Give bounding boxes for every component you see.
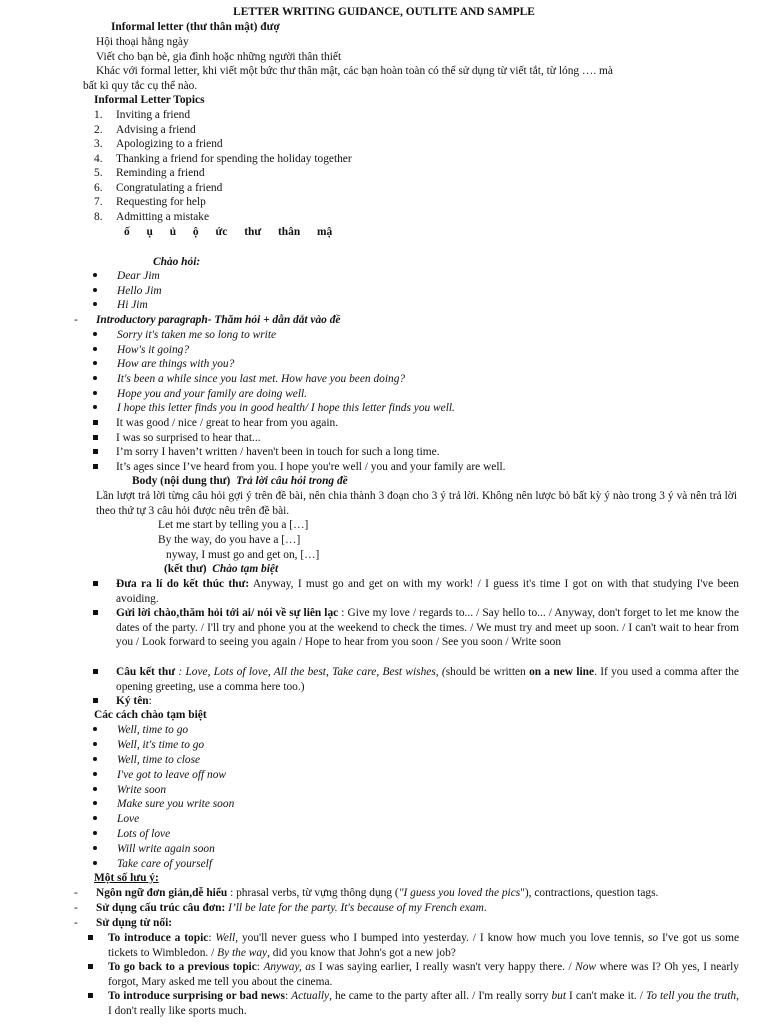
intro-phrase-text: It’s ages since I’ve heard from you. I hope you're well / you and your family are well. xyxy=(116,461,506,473)
closing-item-bold: on a new line xyxy=(529,666,595,678)
intro-line: Khác với formal letter, khi viết một bức thư thân mật, các bạn hoàn toàn có thể sử dụng từ viết tắt, từ lóng …. mà xyxy=(96,65,613,77)
closing-item-label: Gửi lời chào,thăm hỏi tới ai/ nói về sự liên lạc xyxy=(116,607,339,619)
connector-text: Well xyxy=(215,932,236,944)
note-label: Ngôn ngữ đơn giản,dễ hiểu xyxy=(96,887,228,899)
connector-text: Now xyxy=(575,961,596,973)
connector-text: To tell you the truth xyxy=(645,990,737,1002)
dash-bullet: - xyxy=(74,902,78,914)
intro-line: Hội thoại hằng ngày xyxy=(96,36,189,48)
connector-text: I was saying earlier, I really wasn't very happy there. / xyxy=(315,961,576,973)
closing-item xyxy=(116,694,152,709)
body-phrase: Let me start by telling you a […] xyxy=(158,519,309,531)
intro-phrase-text: Sorry it's taken me so long to write xyxy=(117,329,277,341)
closing-item xyxy=(116,665,739,694)
farewell-item xyxy=(93,827,170,842)
connector-text: : xyxy=(284,990,292,1002)
bullet-icon xyxy=(93,772,97,776)
closing-heading-text: (kết thư) xyxy=(164,563,207,575)
connector-text: : xyxy=(208,932,216,944)
bullet-icon xyxy=(93,302,97,306)
note-item xyxy=(74,901,487,916)
bullet-icon xyxy=(93,846,97,850)
connector-marker xyxy=(88,989,106,1004)
connector-text: , did you know that John's got a new job? xyxy=(267,946,456,959)
farewell-item xyxy=(93,857,212,872)
closing-item-text: should be written xyxy=(445,666,530,678)
closing-item-text: Anyway, I must go and get on with my work! / I guess it's time I got on with that studying I've been avoiding. xyxy=(116,578,739,605)
document-title: LETTER WRITING GUIDANCE, OUTLITE AND SAMPLE xyxy=(233,6,535,18)
square-bullet-icon xyxy=(88,993,93,998)
connector-text: By the way xyxy=(217,946,268,959)
topic-number: 4. xyxy=(94,153,103,165)
intro-phrase-text: Hope you and your family are doing well. xyxy=(117,388,308,400)
notes-heading: Một số lưu ý: xyxy=(94,872,159,884)
connector-text: Actually xyxy=(291,990,330,1002)
topic-label: Thanking a friend for spending the holiday together xyxy=(116,153,352,165)
connector-text: , you'll never guess who I bumped into yesterday. / I know how much you love tennis, xyxy=(235,932,648,944)
body-heading xyxy=(132,474,348,489)
intro-phrase xyxy=(93,343,189,358)
square-bullet-icon xyxy=(93,464,98,469)
farewell-text: Well, time to go xyxy=(117,724,189,736)
closing-heading-italic: Chào tạm biệt xyxy=(212,563,279,575)
intro-phrase xyxy=(93,431,261,446)
dash-bullet: - xyxy=(74,887,78,899)
note-item xyxy=(74,886,658,901)
intro-phrase xyxy=(93,328,276,343)
connector-label: To introduce a topic xyxy=(108,932,209,944)
connector-marker xyxy=(88,931,106,946)
square-bullet-icon xyxy=(93,420,98,425)
closing-item-label: Đưa ra lí do kết thúc thư: xyxy=(116,578,250,590)
greeting-item xyxy=(93,269,160,284)
connector-text: Anyway, as xyxy=(263,961,316,973)
topic-label: Congratulating a friend xyxy=(116,182,223,194)
farewell-text: Lots of love xyxy=(117,828,171,840)
note-label: Sử dụng từ nối: xyxy=(96,917,173,929)
intro-phrase xyxy=(93,460,506,475)
farewell-text: Well, it's time to go xyxy=(117,739,205,751)
farewell-item xyxy=(93,738,204,753)
greeting-item xyxy=(93,298,148,313)
intro-phrase xyxy=(93,416,338,431)
note-text-end: "), contractions, question tags. xyxy=(520,887,659,899)
intro-phrase xyxy=(93,387,307,402)
intro-line: Viết cho bạn bè, gia đình hoặc những người thân thiết xyxy=(96,51,342,63)
topic-number: 8. xyxy=(94,211,103,223)
intro-line: bất kì quy tắc cụ thể nào. xyxy=(83,80,198,92)
greeting-heading: Chào hỏi: xyxy=(153,256,201,268)
bullet-icon xyxy=(93,273,97,277)
square-bullet-icon xyxy=(88,935,93,940)
topic-label: Requesting for help xyxy=(116,196,206,208)
connector-item xyxy=(108,931,739,960)
closing-item-label: Câu kết thư xyxy=(116,666,176,678)
intro-phrase-text: How's it going? xyxy=(117,344,190,356)
bullet-icon xyxy=(93,347,97,351)
closing-item-marker xyxy=(93,577,111,592)
topic-item xyxy=(94,181,222,196)
note-item xyxy=(74,916,172,931)
closing-item xyxy=(116,606,739,650)
farewell-item xyxy=(93,753,200,768)
bullet-icon xyxy=(93,405,97,409)
connector-label: To go back to a previous topic xyxy=(108,961,257,973)
farewell-text: Love xyxy=(117,813,140,825)
farewell-text: I've got to leave off now xyxy=(117,769,227,781)
topic-label: Admitting a mistake xyxy=(116,211,210,223)
farewell-item xyxy=(93,768,226,783)
farewell-text: Well, time to close xyxy=(117,754,201,766)
square-bullet-icon xyxy=(88,964,93,969)
farewell-item xyxy=(93,797,234,812)
connector-text: but xyxy=(551,990,567,1002)
bullet-icon xyxy=(93,787,97,791)
intro-phrase-text: It's been a while since you last met. How have you been doing? xyxy=(117,373,406,385)
closing-item-text: : xyxy=(148,695,152,707)
topic-label: Advising a friend xyxy=(116,124,196,136)
note-italic: I’ll be late for the party. It's because of my French exam xyxy=(225,902,484,914)
intro-phrase-text: How are things with you? xyxy=(117,358,235,370)
farewell-text: Will write again soon xyxy=(117,843,215,855)
closing-item-text: : Give my love / regards to... / Say hello to... / Anyway, don't forget to let me know the dates of the party. / I'll try and phone you at the weekend to check the times. / We must try and meet up soon. / I can't wait to hear from you / Look forward to seeing you again / Hope to hear from you soon / See you soon / Write soon xyxy=(116,607,739,649)
topic-item xyxy=(94,210,209,225)
intro-phrase xyxy=(93,357,234,372)
bullet-icon xyxy=(93,831,97,835)
dash-bullet: - xyxy=(74,314,78,326)
dash-bullet: - xyxy=(74,917,78,929)
closing-item-label: Ký tên xyxy=(116,695,149,707)
farewell-text: Write soon xyxy=(117,784,167,796)
bullet-icon xyxy=(93,288,97,292)
bullet-icon xyxy=(93,801,97,805)
square-bullet-icon xyxy=(93,610,98,615)
note-italic: "I guess you loved the pics xyxy=(398,887,521,899)
greeting-text: Hello Jim xyxy=(117,285,162,297)
farewell-heading: Các cách chào tạm biệt xyxy=(94,709,207,721)
body-phrase: nyway, I must go and get on, […] xyxy=(166,549,320,561)
intro-phrase-text: I hope this letter finds you in good health/ I hope this letter finds you well. xyxy=(117,402,455,414)
closing-heading xyxy=(164,562,278,577)
topic-item xyxy=(94,152,352,167)
connector-label: To introduce surprising or bad news xyxy=(108,990,285,1002)
greeting-text: Dear Jim xyxy=(117,270,160,282)
square-bullet-icon xyxy=(93,449,98,454)
bullet-icon xyxy=(93,816,97,820)
intro-phrase xyxy=(93,401,455,416)
topic-number: 7. xyxy=(94,196,103,208)
bullet-icon xyxy=(93,742,97,746)
closing-item-marker xyxy=(93,694,111,709)
connector-text: : xyxy=(256,961,264,973)
topic-label: Apologizing to a friend xyxy=(116,138,223,150)
connector-item xyxy=(108,960,739,989)
topic-item xyxy=(94,123,196,138)
farewell-item xyxy=(93,723,188,738)
intro-heading: Informal letter (thư thân mật) đượ xyxy=(111,21,280,33)
farewell-text: Take care of yourself xyxy=(117,858,213,870)
farewell-text: Make sure you write soon xyxy=(117,798,235,810)
topic-number: 5. xyxy=(94,167,103,179)
closing-item-marker xyxy=(93,606,111,621)
square-bullet-icon xyxy=(93,698,98,703)
intro-paragraph-header xyxy=(74,313,340,328)
body-heading-italic: Trả lời câu hỏi trong đề xyxy=(236,475,348,487)
body-heading-text: Body (nội dung thư) xyxy=(132,475,231,487)
body-phrase: By the way, do you have a […] xyxy=(158,534,301,546)
bullet-icon xyxy=(93,361,97,365)
note-text: : phrasal verbs, từ vựng thông dụng ( xyxy=(227,887,399,899)
connector-text: , I don't really like sports much. xyxy=(108,990,739,1017)
intro-paragraph-heading: Introductory paragraph- Thăm hỏi + dẫn dắt vào đề xyxy=(96,314,341,326)
topic-number: 1. xyxy=(94,109,103,121)
note-text-end: . xyxy=(483,902,487,914)
topic-label: Inviting a friend xyxy=(116,109,191,121)
bullet-icon xyxy=(93,727,97,731)
topic-item xyxy=(94,166,205,181)
bullet-icon xyxy=(93,757,97,761)
connector-marker xyxy=(88,960,106,975)
bullet-icon xyxy=(93,391,97,395)
topic-label: Reminding a friend xyxy=(116,167,205,179)
topic-item xyxy=(94,137,223,152)
connector-item xyxy=(108,989,739,1018)
body-paragraph: Lần lượt trả lời từng câu hỏi gợi ý trên đề bài, nên chia thành 3 đoạn cho 3 ý trả lời. Không nên lược bỏ bất kỳ ý nào trong 3 ý và nên trả lời theo thứ tự 3 câu hỏi được nêu trên đề bài. xyxy=(96,490,737,517)
greeting-text: Hi Jim xyxy=(117,299,148,311)
connector-text: I've got us some tickets to Wimbledon. / xyxy=(108,932,740,959)
bullet-icon xyxy=(93,861,97,865)
closing-item xyxy=(116,577,739,606)
closing-item-marker xyxy=(93,665,111,680)
topic-item xyxy=(94,195,206,210)
topic-number: 2. xyxy=(94,124,103,136)
farewell-item xyxy=(93,842,215,857)
structure-heading: ố ụ ủ ộ ức thư thân mậ xyxy=(124,226,333,238)
connector-text: , he came to the party after all. / I'm really sorry xyxy=(329,990,552,1002)
intro-phrase-text: It was good / nice / great to hear from you again. xyxy=(116,417,339,429)
greeting-item xyxy=(93,284,162,299)
square-bullet-icon xyxy=(93,581,98,586)
topic-item xyxy=(94,108,190,123)
topics-heading: Informal Letter Topics xyxy=(94,94,205,106)
note-label: Sử dụng cấu trúc câu đơn: xyxy=(96,902,226,914)
topic-number: 3. xyxy=(94,138,103,150)
connector-text: I can't make it. / xyxy=(566,990,646,1002)
connector-text: so xyxy=(647,932,659,944)
intro-phrase xyxy=(93,445,440,460)
intro-phrase-text: I’m sorry I haven’t written / haven't been in touch for such a long time. xyxy=(116,446,440,458)
topic-number: 6. xyxy=(94,182,103,194)
connector-text: where was I? Oh yes, I nearly forgot, Mary asked me tell you about the cinema. xyxy=(108,961,740,988)
bullet-icon xyxy=(93,332,97,336)
farewell-item xyxy=(93,783,166,798)
closing-item-text-end: . If you used a comma after the opening greeting, use a comma here too.) xyxy=(116,666,739,693)
closing-item-italic: : Love, Lots of love, All the best, Take care, Best wishes, ( xyxy=(175,666,446,678)
farewell-item xyxy=(93,812,139,827)
bullet-icon xyxy=(93,376,97,380)
intro-phrase-text: I was so surprised to hear that... xyxy=(116,432,261,444)
intro-phrase xyxy=(93,372,405,387)
square-bullet-icon xyxy=(93,669,98,674)
square-bullet-icon xyxy=(93,435,98,440)
